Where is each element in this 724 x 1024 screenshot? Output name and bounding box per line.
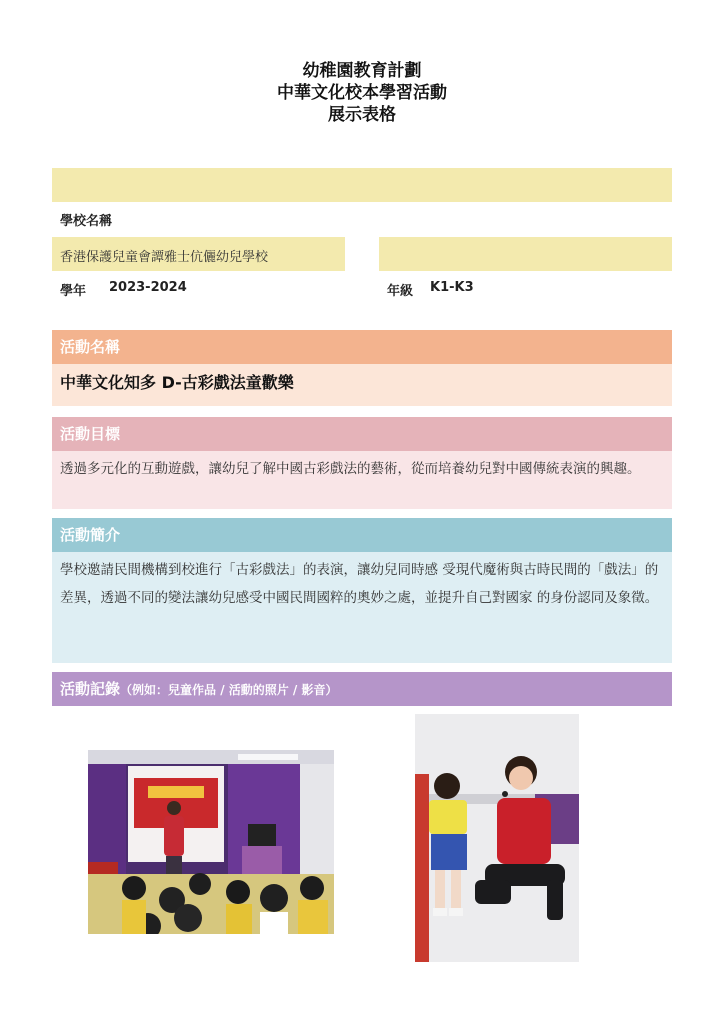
activity-name-heading: 活動名稱 [52,330,672,364]
activity-name-value: 中華文化知多 D-古彩戲法童歡樂 [60,373,294,392]
school-name-label: 學校名稱 [60,214,113,229]
introduction-body [52,552,672,663]
year-label: 學年 [60,284,87,299]
top-yellow-band [52,168,672,202]
document-header [0,60,724,126]
grade-label: 年級 [387,284,414,299]
school-extra-field [379,237,672,271]
grade-value: K1-K3 [430,280,474,295]
activity-name-body [52,364,672,406]
school-name-value: 香港保護兒童會譚雅士伉儷幼兒學校 [60,250,269,265]
activity-photo-interaction [415,714,579,962]
activity-photo-performance [88,750,334,934]
objective-text: 透過多元化的互動遊戲，讓幼兒了解中國古彩戲法的藝術，從而培養幼兒對中國傳統表演的興趣。 [60,461,641,477]
header-line-3: 展示表格 [328,105,396,125]
header-line-2: 中華文化校本學習活動 [277,83,447,103]
year-value: 2023-2024 [109,280,187,295]
introduction-text: 學校邀請民間機構到校進行「古彩戲法」的表演，讓幼兒同時感 受現代魔術與古時民間的「戲法」的差異，透過不同的變法讓幼兒感受中國民間國粹的奧妙之處，並提升自己對國家 的身份認同及象徵。 [60,562,659,606]
introduction-heading: 活動簡介 [52,518,672,552]
record-heading [52,672,672,706]
record-heading-title: 活動記錄 [60,680,121,698]
header-line-1: 幼稚園教育計劃 [302,61,422,81]
objective-heading: 活動目標 [52,417,672,451]
objective-body [52,451,672,509]
activity-photo-performance-graphic [88,750,334,934]
record-heading-subtitle: （例如：兒童作品 / 活動的照片 / 影音） [120,683,338,697]
activity-photo-interaction-graphic [415,714,579,962]
